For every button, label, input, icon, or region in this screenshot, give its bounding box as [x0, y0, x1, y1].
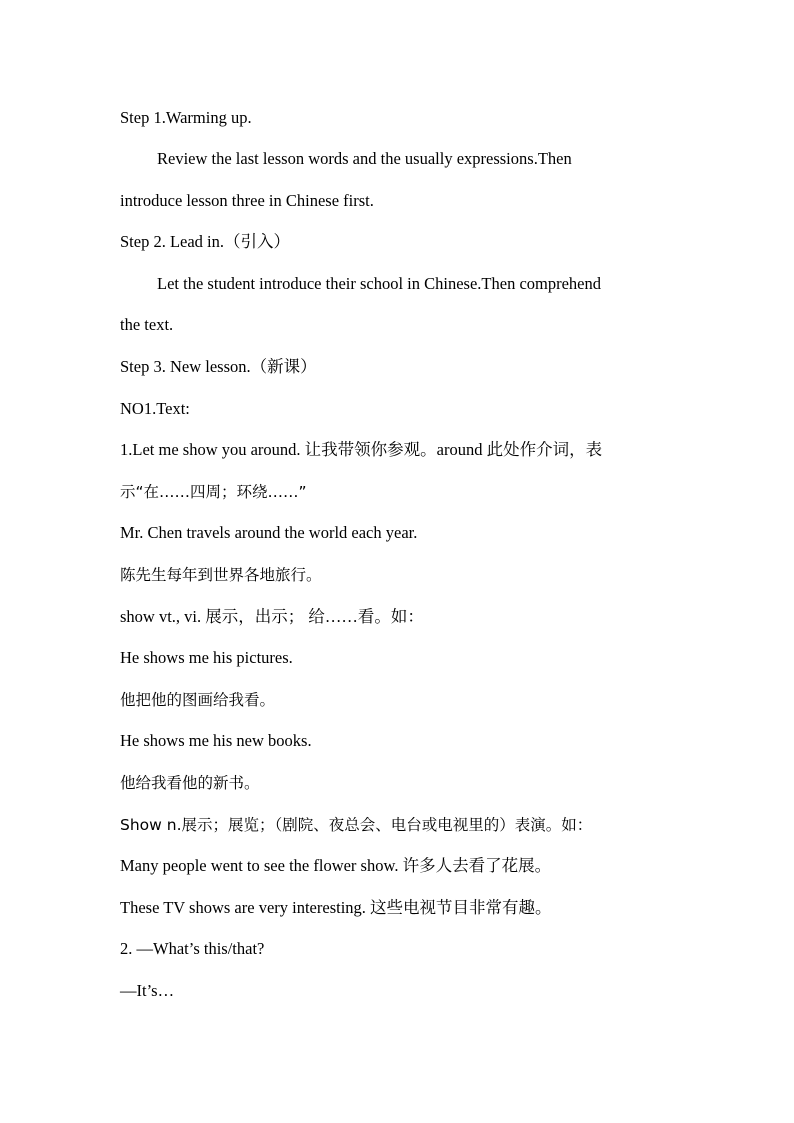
- example-show-1-cn: 他把他的图画给我看。: [120, 691, 276, 709]
- show-verb-definition: show vt., vi. 展示，出示； 给……看。如：: [120, 607, 424, 626]
- step1-paragraph-line1: Review the last lesson words and the usually expressions.Then: [157, 149, 572, 168]
- example-show-1-en: He shows me his pictures.: [120, 648, 293, 667]
- example-around-en: Mr. Chen travels around the world each year.: [120, 523, 418, 542]
- point2-answer: —It’s…: [120, 981, 175, 1000]
- show-noun-definition: Show n.展示；展览；（剧院、夜总会、电台或电视里的）表演。如：: [120, 816, 593, 834]
- step1-paragraph-line2: introduce lesson three in Chinese first.: [120, 191, 374, 210]
- example-around-cn: 陈先生每年到世界各地旅行。: [120, 566, 322, 584]
- point2-question: 2. —What’s this/that?: [120, 939, 265, 958]
- step1-heading: Step 1.Warming up.: [120, 108, 252, 127]
- example-show-2-cn: 他给我看他的新书。: [120, 774, 260, 792]
- step3-heading: Step 3. New lesson.（新课）: [120, 357, 317, 376]
- step2-paragraph-line2: the text.: [120, 315, 174, 334]
- step2-heading: Step 2. Lead in.（引入）: [120, 232, 291, 251]
- example-show-2-en: He shows me his new books.: [120, 731, 312, 750]
- step2-paragraph-line1: Let the student introduce their school in Chinese.Then comprehend: [157, 274, 602, 293]
- point1-line1: 1.Let me show you around. 让我带领你参观。around 此处作介词，表: [120, 440, 603, 459]
- example-tv-shows: These TV shows are very interesting. 这些电视节目非常有趣。: [120, 898, 552, 917]
- text-heading: NO1.Text:: [120, 399, 190, 418]
- point1-line2: 示“在……四周；环绕……”: [120, 483, 307, 501]
- example-flower-show: Many people went to see the flower show. 许多人去看了花展。: [120, 856, 552, 875]
